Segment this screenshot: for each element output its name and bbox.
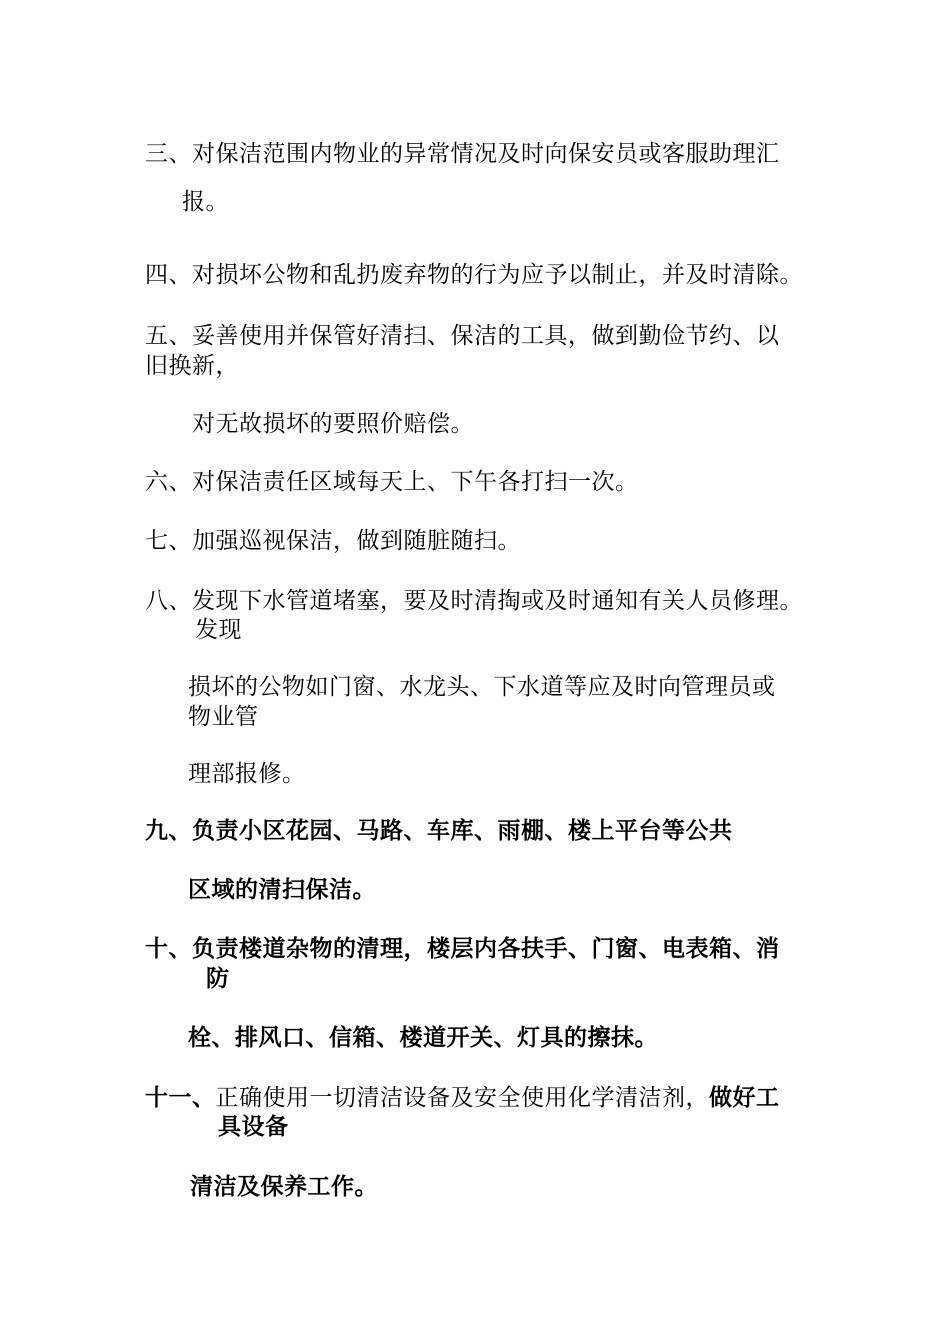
item-9-number: 九、 [145, 818, 192, 844]
item-8-number: 八、 [145, 588, 192, 614]
item-11-text-2: 具设备 [218, 1114, 289, 1140]
item-10-text-1: 负责楼道杂物的清理，楼层内各扶手、门窗、电表箱、消 [192, 936, 780, 962]
item-11-text-1: 正确使用一切清洁设备及安全使用化学清洁剂， [215, 1085, 709, 1111]
item-9-text-2: 区域的清扫保洁。 [188, 877, 376, 903]
item-4-text-1: 对损坏公物和乱扔废弃物的行为应予以制止，并及时清除。 [192, 262, 803, 288]
item-3-text-1: 对保洁范围内物业的异常情况及时向保安员或客服助理汇 [192, 141, 780, 167]
item-8-text-4: 物业管 [188, 704, 259, 730]
item-7-number: 七、 [145, 528, 192, 554]
item-8-text-3: 损坏的公物如门窗、水龙头、下水道等应及时向管理员或 [188, 674, 776, 700]
item-11-line-1 [145, 1084, 780, 1112]
item-11-text-3: 清洁及保养工作。 [190, 1174, 378, 1200]
item-6-line-1 [145, 468, 639, 496]
item-5-number: 五、 [145, 323, 192, 349]
item-5-text-1: 妥善使用并保管好清扫、保洁的工具，做到勤俭节约、以 [192, 323, 780, 349]
item-9-text-1: 负责小区花园、马路、车库、雨棚、楼上平台等公共 [192, 818, 733, 844]
item-10-number: 十、 [145, 936, 192, 962]
item-8-line-1 [145, 587, 803, 615]
item-6-number: 六、 [145, 469, 192, 495]
item-4-number: 四、 [145, 262, 192, 288]
item-7-text-1: 加强巡视保洁，做到随脏随扫。 [192, 528, 521, 554]
item-4-line-1 [145, 261, 803, 289]
item-7-line-1 [145, 527, 521, 555]
item-3-line-1 [145, 140, 780, 168]
item-8-text-1: 发现下水管道堵塞，要及时清掏或及时通知有关人员修理。 [192, 588, 803, 614]
item-10-text-2: 防 [206, 966, 230, 992]
item-10-text-3: 栓、排风口、信箱、楼道开关、灯具的擦抹。 [188, 1025, 658, 1051]
item-8-text-2: 发现 [195, 617, 242, 643]
item-5-text-2: 旧换新， [145, 353, 239, 379]
item-6-text-1: 对保洁责任区域每天上、下午各打扫一次。 [192, 469, 639, 495]
item-3-number: 三、 [145, 141, 192, 167]
item-5-text-3: 对无故损坏的要照价赔偿。 [192, 411, 474, 437]
item-3-text-2: 报。 [182, 189, 229, 215]
item-11-number: 十一、 [145, 1085, 216, 1111]
item-9-line-1 [145, 817, 733, 845]
item-10-line-1 [145, 935, 780, 963]
item-11-text-bold: 做好工 [709, 1085, 780, 1111]
item-8-text-5: 理部报修。 [188, 761, 306, 787]
item-5-line-1 [145, 322, 780, 350]
